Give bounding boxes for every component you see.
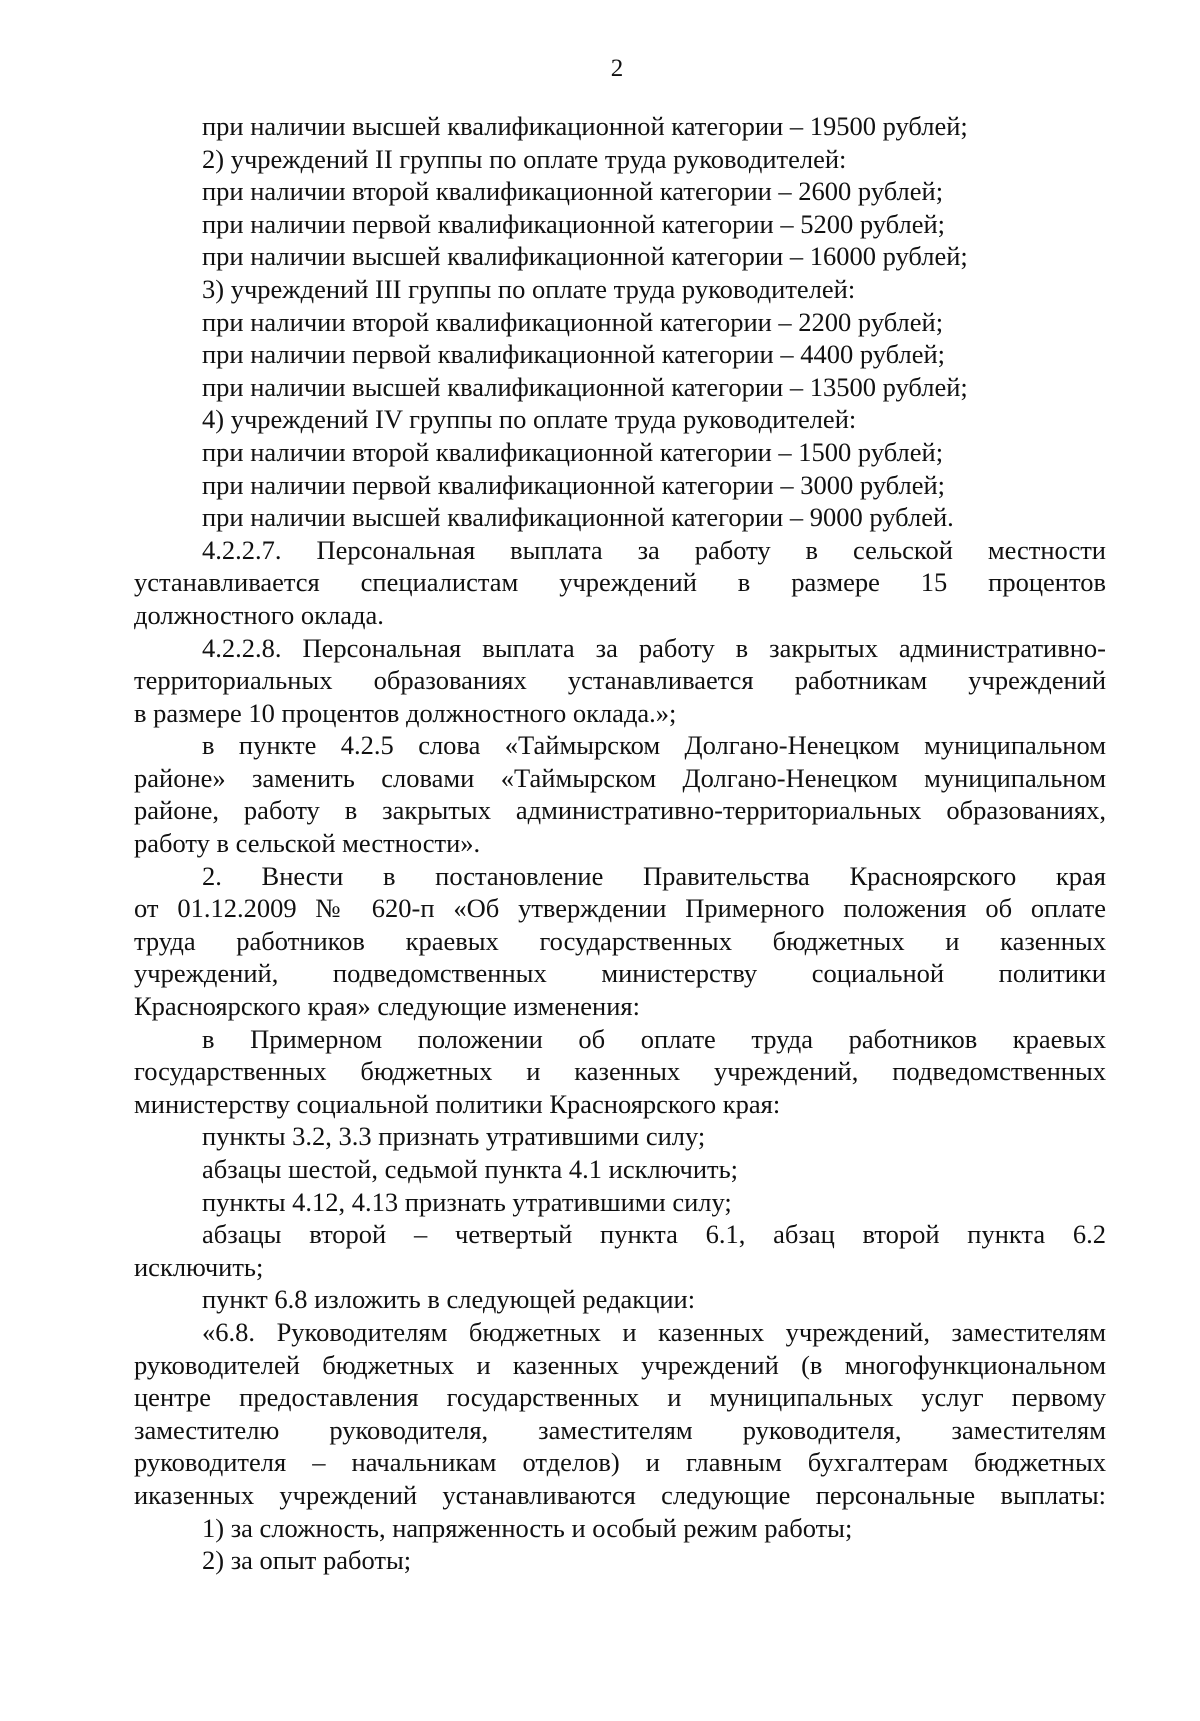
text-line: при наличии первой квалификационной категории – 4400 рублей; [202,339,946,370]
text-line: 2) учреждений II группы по оплате труда руководителей: [202,143,847,174]
text-line: 1) за сложность, напряженность и особый режим работы; [202,1512,853,1543]
text-line: при наличии второй квалификационной категории – 2200 рублей; [202,306,944,337]
text-line: министерству социальной политики Красноярского края: [134,1088,781,1119]
text-line: территориальных образованиях устанавливается работникам учреждений [134,665,1106,696]
text-line: 4) учреждений IV группы по оплате труда руководителей: [202,404,857,435]
text-line: при наличии второй квалификационной категории – 1500 рублей; [202,436,944,467]
text-line: районе, работу в закрытых административно-территориальных образованиях, [134,795,1106,826]
text-line: иказенных учреждений устанавливаются следующие персональные выплаты: [134,1479,1106,1510]
text-line: 4.2.2.8. Персональная выплата за работу в закрытых административно- [202,632,1106,663]
text-line: заместителю руководителя, заместителям руководителя, заместителям [134,1414,1106,1445]
text-line: 4.2.2.7. Персональная выплата за работу в сельской местности [202,534,1106,565]
text-line: устанавливается специалистам учреждений в размере 15 процентов [134,567,1106,598]
text-line: при наличии первой квалификационной категории – 5200 рублей; [202,208,946,239]
text-line: 2) за опыт работы; [202,1545,412,1576]
document-body [134,110,1106,1577]
text-line: учреждений, подведомственных министерству социальной политики [134,958,1106,989]
text-line: государственных бюджетных и казенных учреждений, подведомственных [134,1056,1106,1087]
text-line: районе» заменить словами «Таймырском Долгано-Ненецком муниципальном [134,762,1106,793]
text-line: при наличии высшей квалификационной категории – 16000 рублей; [202,241,968,272]
text-line: исключить; [134,1251,264,1282]
text-line: в Примерном положении об оплате труда работников краевых [202,1023,1106,1054]
text-line: должностного оклада. [134,599,384,630]
text-line: Красноярского края» следующие изменения: [134,991,640,1022]
text-line: работу в сельской местности». [134,828,481,859]
text-line: труда работников краевых государственных бюджетных и казенных [134,925,1106,956]
text-line: при наличии второй квалификационной категории – 2600 рублей; [202,176,944,207]
text-line: 2. Внести в постановление Правительства Красноярского края [202,860,1106,891]
text-line: в размере 10 процентов должностного оклада.»; [134,697,677,728]
text-line: при наличии высшей квалификационной категории – 19500 рублей; [202,111,968,141]
text-line: в пункте 4.2.5 слова «Таймырском Долгано-Ненецком муниципальном [202,730,1106,761]
text-line: от 01.12.2009 № 620-п «Об утверждении Примерного положения об оплате [134,893,1106,924]
text-line: при наличии первой квалификационной категории – 3000 рублей; [202,469,946,500]
text-line: при наличии высшей квалификационной категории – 9000 рублей. [202,502,954,533]
text-line: пункты 3.2, 3.3 признать утратившими силу; [202,1121,706,1152]
text-line: при наличии высшей квалификационной категории – 13500 рублей; [202,371,968,402]
text-line: руководителей бюджетных и казенных учреждений (в многофункциональном [134,1349,1106,1380]
text-line: «6.8. Руководителям бюджетных и казенных учреждений, заместителям [202,1316,1106,1347]
text-line: пункт 6.8 изложить в следующей редакции: [202,1284,696,1315]
text-line: пункты 4.12, 4.13 признать утратившими силу; [202,1186,732,1217]
text-line: 3) учреждений III группы по оплате труда руководителей: [202,273,856,304]
text-line: абзацы второй – четвертый пункта 6.1, абзац второй пункта 6.2 [202,1219,1106,1250]
text-line: центре предоставления государственных и муниципальных услуг первому [134,1382,1106,1413]
page-number: 2 [610,55,624,82]
text-line: абзацы шестой, седьмой пункта 4.1 исключить; [202,1154,739,1184]
text-line: руководителя – начальникам отделов) и главным бухгалтерам бюджетных [134,1447,1106,1478]
